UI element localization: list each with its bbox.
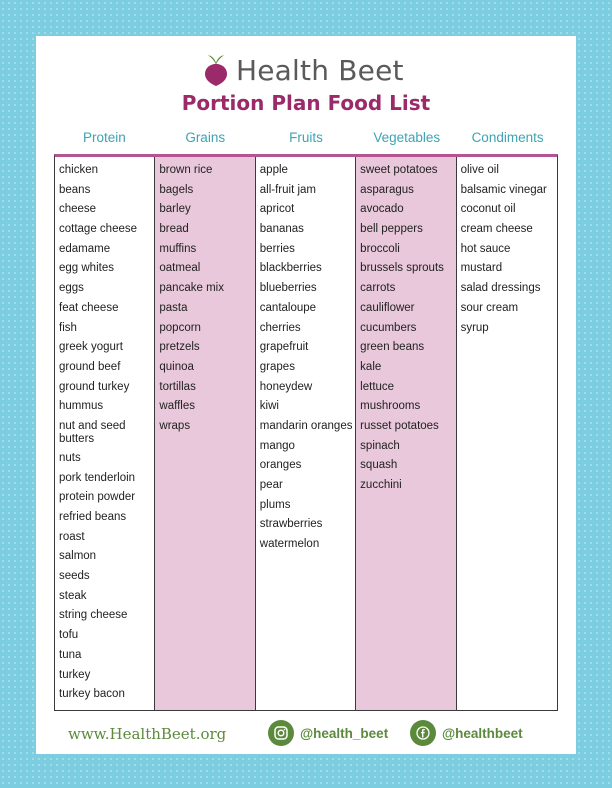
instagram-handle: @health_beet <box>300 725 389 741</box>
footer <box>36 716 576 752</box>
list-item: watermelon <box>259 538 320 551</box>
list-item: ground turkey <box>59 380 130 393</box>
list-item: sour cream <box>460 301 519 314</box>
list-item: broccoli <box>360 242 400 255</box>
list-item: lettuce <box>360 380 395 393</box>
column-condiments <box>457 157 557 710</box>
instagram-link[interactable] <box>268 720 388 746</box>
list-item: grapefruit <box>259 341 309 354</box>
facebook-handle: @healthbeet <box>442 725 523 741</box>
website-link[interactable]: www.HealthBeet.org <box>68 725 227 743</box>
page-title: Portion Plan Food List <box>181 91 431 115</box>
list-item: bread <box>159 223 189 236</box>
list-item: waffles <box>159 400 195 413</box>
instagram-icon <box>268 720 294 746</box>
list-item: cottage cheese <box>59 223 138 236</box>
list-item: mandarin oranges <box>259 419 353 432</box>
list-item: apple <box>259 164 288 176</box>
list-item: coconut oil <box>460 203 516 216</box>
list-item: seeds <box>59 570 90 583</box>
list-item: pretzels <box>159 341 200 354</box>
list-item: blueberries <box>259 282 317 295</box>
list-item: nut and seed butters <box>59 419 126 445</box>
list-item: tuna <box>59 648 82 661</box>
list-item: turkey bacon <box>59 688 125 701</box>
list-item: spinach <box>360 439 400 452</box>
list-item: mango <box>259 439 295 452</box>
list-item: fish <box>59 321 77 334</box>
list-item: greek yogurt <box>59 341 123 354</box>
list-item: kiwi <box>259 400 279 413</box>
list-item: zucchini <box>360 479 402 491</box>
list-item: muffins <box>159 242 197 255</box>
list-item: popcorn <box>159 321 201 334</box>
list-item: balsamic vinegar <box>460 183 547 196</box>
column-header-fruits: Fruits <box>289 130 323 145</box>
list-item: mushrooms <box>360 400 421 413</box>
list-item: mustard <box>460 262 503 275</box>
list-item: pasta <box>159 301 188 314</box>
list-item: ground beef <box>59 360 121 373</box>
list-item: tortillas <box>159 380 196 393</box>
list-item: refried beans <box>59 511 127 523</box>
list-item: plums <box>259 498 291 511</box>
column-header-grains: Grains <box>185 130 226 145</box>
list-item: pear <box>259 479 283 491</box>
list-item: oatmeal <box>159 262 201 275</box>
list-item: strawberries <box>259 518 323 531</box>
list-item: feat cheese <box>59 301 119 314</box>
list-item: eggs <box>59 282 84 295</box>
facebook-icon <box>410 720 436 746</box>
list-item: honeydew <box>259 380 313 393</box>
list-item: russet potatoes <box>360 419 439 432</box>
list-item: beans <box>59 183 91 196</box>
list-item: bell peppers <box>360 223 423 236</box>
list-item: cauliflower <box>360 301 415 314</box>
list-item: steak <box>59 589 87 602</box>
list-item: salad dressings <box>460 282 541 295</box>
brand-name: Health Beet <box>236 53 404 87</box>
list-item: protein powder <box>59 491 136 504</box>
list-item: barley <box>159 203 191 216</box>
list-item: oranges <box>259 459 302 472</box>
beet-icon <box>202 53 230 87</box>
facebook-link[interactable] <box>410 720 523 746</box>
list-item: berries <box>259 242 295 255</box>
list-item: chicken <box>59 164 98 176</box>
list-item: olive oil <box>460 164 499 176</box>
brand-logo <box>202 50 404 90</box>
column-header-vegetables: Vegetables <box>373 130 441 145</box>
column-protein <box>55 157 155 710</box>
list-item: all-fruit jam <box>259 183 317 196</box>
list-item: edamame <box>59 242 111 255</box>
column-vegetables <box>356 157 456 710</box>
list-item: turkey <box>59 668 91 681</box>
list-item: grapes <box>259 360 295 373</box>
list-item: cheese <box>59 203 97 216</box>
list-item: cantaloupe <box>259 301 317 314</box>
list-item: sweet potatoes <box>360 164 438 176</box>
list-item: tofu <box>59 629 79 642</box>
column-grains <box>155 157 255 710</box>
list-item: squash <box>360 459 398 472</box>
list-item: avocado <box>360 203 404 216</box>
list-item: quinoa <box>159 360 194 373</box>
list-item: egg whites <box>59 262 114 275</box>
list-item: cream cheese <box>460 223 533 236</box>
list-item: blackberries <box>259 262 322 275</box>
column-header-protein: Protein <box>83 130 126 145</box>
list-item: green beans <box>360 341 425 354</box>
list-item: carrots <box>360 282 396 295</box>
list-item: hot sauce <box>460 242 511 255</box>
page <box>36 36 576 754</box>
food-table <box>54 154 558 711</box>
column-headers <box>54 130 558 145</box>
list-item: cherries <box>259 321 301 334</box>
list-item: apricot <box>259 203 295 216</box>
list-item: pork tenderloin <box>59 471 136 484</box>
list-item: asparagus <box>360 183 414 196</box>
list-item: string cheese <box>59 609 128 622</box>
list-item: brussels sprouts <box>360 262 444 275</box>
list-item: hummus <box>59 400 104 413</box>
list-item: kale <box>360 360 382 373</box>
list-item: salmon <box>59 550 97 563</box>
list-item: cucumbers <box>360 321 417 334</box>
column-fruits <box>256 157 356 710</box>
list-item: syrup <box>460 321 489 334</box>
list-item: bagels <box>159 183 194 196</box>
list-item: brown rice <box>159 164 213 176</box>
list-item: roast <box>59 530 85 543</box>
list-item: wraps <box>159 419 191 432</box>
list-item: bananas <box>259 223 304 236</box>
column-header-condiments: Condiments <box>471 130 544 145</box>
list-item: pancake mix <box>159 282 224 295</box>
list-item: nuts <box>59 451 81 464</box>
